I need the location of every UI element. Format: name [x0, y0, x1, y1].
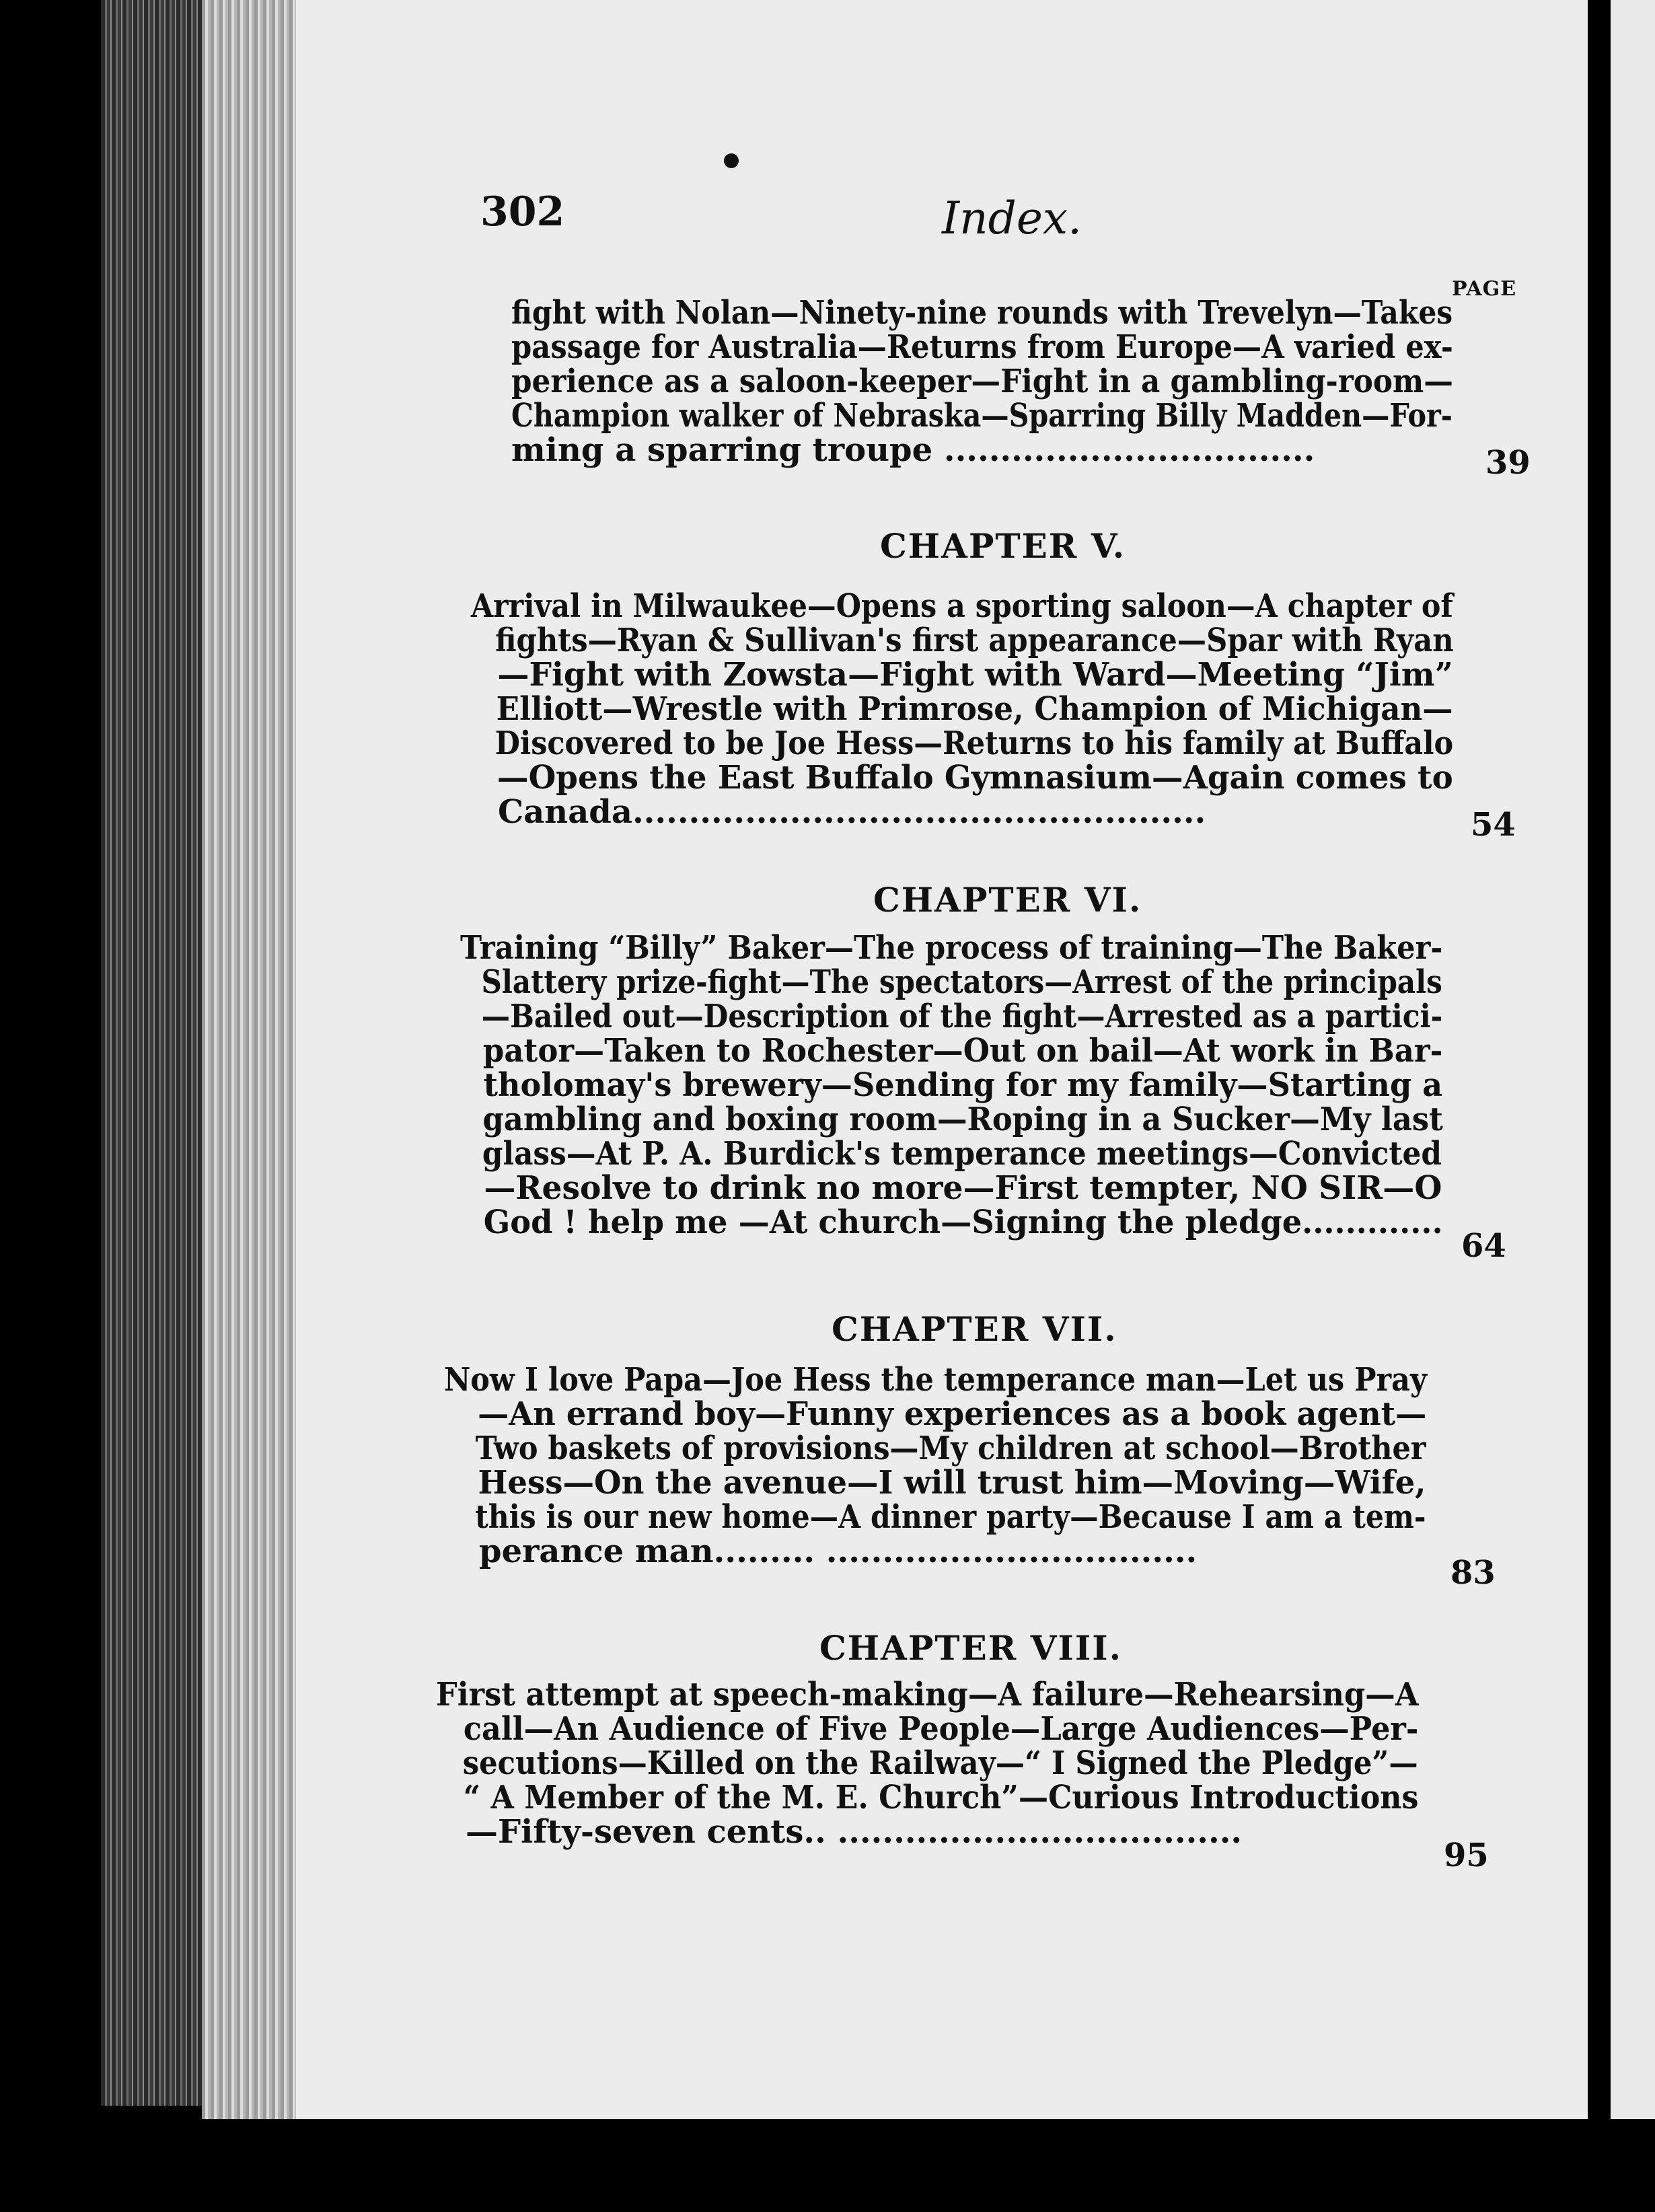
entry-line: Slattery prize-fight—The spectators—Arrest of the principals — [481, 963, 1442, 1001]
index-entry — [436, 1678, 1418, 1849]
entry-line: —Resolve to drink no more—First tempter, NO SIR—O — [484, 1169, 1442, 1207]
entry-line: —Bailed out—Description of the fight—Arrested as a partici- — [481, 998, 1443, 1035]
entry-line: First attempt at speech-making—A failure—Rehearsing—A — [436, 1676, 1419, 1713]
entry-line: fight with Nolan—Ninety-nine rounds with Trevelyn—Takes — [511, 294, 1453, 332]
entry-line: Training “Billy” Baker—The process of training—The Baker- — [460, 929, 1443, 967]
page-title: Index. — [942, 192, 1082, 244]
entry-line: tholomay's brewery—Sending for my family—Starting a — [483, 1066, 1443, 1104]
index-entry — [471, 589, 1453, 830]
entry-line: glass—At P. A. Burdick's temperance meetings—Convicted — [482, 1135, 1442, 1173]
entry-line: ming a sparring troupe ................................. — [511, 431, 1315, 469]
entry-line: Canada................................................... — [498, 793, 1206, 831]
bottom-shadow — [0, 2119, 1655, 2212]
adjacent-page-sliver — [1611, 0, 1655, 2119]
entry-line: perience as a saloon-keeper—Fight in a gambling-room— — [511, 363, 1453, 400]
entry-line: pator—Taken to Rochester—Out on bail—At work in Bar- — [482, 1032, 1443, 1070]
chapter-heading: CHAPTER VII. — [832, 1309, 1117, 1349]
entry-line: Champion walker of Nebraska—Sparring Billy Madden—For- — [511, 397, 1452, 435]
entry-line: Hess—On the avenue—I will trust him—Moving—Wife, — [478, 1464, 1426, 1502]
ink-spot — [724, 153, 739, 168]
entry-line: —Fifty-seven cents.. .................................... — [466, 1813, 1243, 1851]
entry-line: God ! help me —At church—Signing the pledge............. — [483, 1204, 1443, 1241]
entry-line: —Opens the East Buffalo Gymnasium—Again comes to — [496, 759, 1453, 797]
entry-line: —Fight with Zowsta—Fight with Ward—Meeting “Jim” — [497, 656, 1453, 694]
page-number: 302 — [480, 188, 565, 235]
chapter-heading: CHAPTER VIII. — [819, 1628, 1123, 1668]
entry-line: —An errand boy—Funny experiences as a book agent— — [478, 1395, 1427, 1433]
index-entry — [444, 1363, 1426, 1569]
book-page-edges-light — [202, 0, 296, 2133]
page-reference: 83 — [1450, 1554, 1496, 1592]
index-entry — [511, 296, 1453, 468]
chapter-heading: CHAPTER V. — [880, 526, 1126, 566]
page-column-label: PAGE — [1452, 277, 1517, 301]
entry-line: call—An Audience of Five People—Large Audiences—Per- — [463, 1710, 1419, 1748]
entry-line: perance man......... ................................. — [479, 1533, 1198, 1570]
entry-line: passage for Australia—Returns from Europe—A varied ex- — [511, 328, 1453, 366]
page-reference: 39 — [1485, 444, 1531, 482]
entry-line: Discovered to be Joe Hess—Returns to his family at Buffalo — [494, 725, 1454, 762]
index-entry — [460, 931, 1442, 1240]
entry-line: fights—Ryan & Sullivan's first appearance—Spar with Ryan — [495, 622, 1454, 659]
page-reference: 54 — [1471, 806, 1516, 844]
page-reference: 95 — [1444, 1837, 1489, 1874]
gutter-shadow — [1588, 0, 1611, 2212]
entry-line: Elliott—Wrestle with Primrose, Champion of Michigan— — [496, 690, 1453, 728]
page-reference: 64 — [1461, 1227, 1506, 1265]
chapter-heading: CHAPTER VI. — [873, 880, 1142, 920]
entry-line: Two baskets of provisions—My children at school—Brother — [475, 1430, 1426, 1467]
entry-line: Arrival in Milwaukee—Opens a sporting saloon—A chapter of — [471, 587, 1453, 625]
entry-line: this is our new home—A dinner party—Because I am a tem- — [475, 1498, 1426, 1536]
entry-line: “ A Member of the M. E. Church”—Curious Introductions — [463, 1779, 1419, 1816]
entry-line: gambling and boxing room—Roping in a Sucker—My last — [482, 1101, 1443, 1138]
entry-line: secutions—Killed on the Railway—“ I Signed the Pledge”— — [462, 1744, 1418, 1782]
entry-line: Now I love Papa—Joe Hess the temperance man—Let us Pray — [444, 1361, 1427, 1399]
